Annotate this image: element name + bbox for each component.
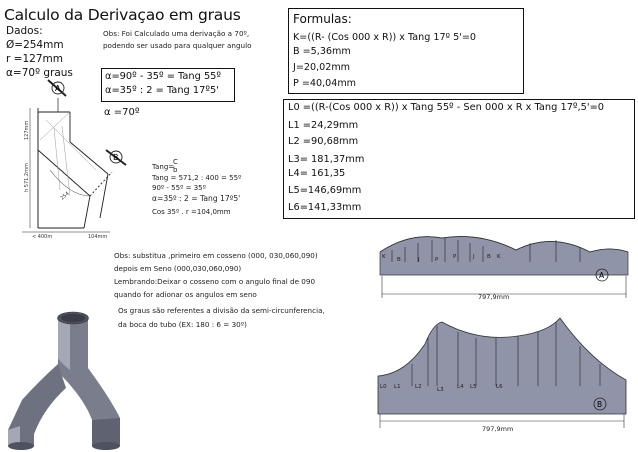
obs-bottom-line: Obs: substitua ,primeiro em cosseno (000, 030,060,090) xyxy=(114,251,318,260)
formula-line-b: B =5,36mm xyxy=(293,46,351,57)
pipe-technical-drawing xyxy=(22,80,126,232)
dim-diagonal: 254 xyxy=(59,190,71,202)
template-a xyxy=(380,237,628,299)
formula-line-p: P =40,04mm xyxy=(293,78,357,89)
obs-top-line: Obs: Foi Calculado uma derivação a 70º, xyxy=(103,29,250,38)
tang-line: α=35º : 2 = Tang 17º5' xyxy=(152,194,241,203)
tang-line: Tang = 571,2 : 400 = 55º xyxy=(152,174,242,182)
template-b xyxy=(378,318,626,428)
alpha-line-1: α=90º - 35º = Tang 55º xyxy=(105,71,222,82)
template-a-label: J xyxy=(473,254,475,260)
template-b-width: 797,9mm xyxy=(482,425,514,433)
template-a-width: 797,9mm xyxy=(478,293,510,301)
dados-radius: r =127mm xyxy=(6,53,63,65)
template-a-label: B xyxy=(487,254,491,260)
dados-diameter: Ø=254mm xyxy=(6,39,64,51)
template-b-marker: B xyxy=(597,400,603,409)
tang-denominator: b xyxy=(173,166,178,174)
formula-line-j: J=20,02mm xyxy=(293,62,351,73)
formulas-heading: Formulas: xyxy=(293,12,352,26)
l-value: L5=146,69mm xyxy=(288,185,362,196)
template-a-label: P xyxy=(453,254,457,260)
y-branch-pipe-render xyxy=(8,312,120,450)
template-b-label: L6 xyxy=(496,384,503,390)
template-b-label: L4 xyxy=(457,384,464,390)
template-a-label: B xyxy=(397,257,401,263)
obs-top-line: podendo ser usado para qualquer angulo xyxy=(103,41,252,50)
dim-horizontal-2: 104mm xyxy=(88,234,108,240)
dim-vertical-1: 127mm xyxy=(24,120,30,140)
marker-b-label: B xyxy=(113,153,119,162)
l-value: L1 =24,29mm xyxy=(288,120,359,131)
formula-line-k: K=((R- (Cos 000 x R)) x Tang 17º 5'=0 xyxy=(293,32,477,43)
marker-a-label: A xyxy=(55,84,61,93)
alpha-70-label: α =70º xyxy=(104,107,140,118)
dados-alpha: α=70º graus xyxy=(6,67,73,79)
l-value: L6=141,33mm xyxy=(288,202,362,213)
template-b-label: L2 xyxy=(415,384,422,390)
l0-formula: L0 =((R-(Cos 000 x R)) x Tang 55º - Sen 000 x R x Tang 17º,5'=0 xyxy=(288,102,605,113)
alpha-line-2: α=35º : 2 = Tang 17º5' xyxy=(105,85,219,96)
template-a-marker: A xyxy=(599,271,605,280)
tang-label: Tang= xyxy=(152,163,175,171)
tang-numerator: C xyxy=(173,158,178,166)
template-b-label: L5 xyxy=(470,384,477,390)
obs-bottom-line: da boca do tubo (EX: 180 : 6 = 30º) xyxy=(118,320,247,329)
tang-line: 90º - 55º = 35º xyxy=(152,184,206,192)
template-b-label: L1 xyxy=(394,384,401,390)
dados-heading: Dados: xyxy=(6,25,43,37)
template-a-label: J xyxy=(418,257,420,263)
obs-bottom-line: Os graus são referentes a divisão da semi-circunferencia, xyxy=(118,306,325,315)
template-b-label: L3 xyxy=(437,387,444,393)
dim-vertical-2: h 571.2mm xyxy=(24,163,30,192)
obs-bottom-line: Lembrando:Deixar o cosseno com o angulo final de 090 xyxy=(114,277,316,286)
l-value: L2 =90,68mm xyxy=(288,136,359,147)
tang-line: Cos 35º . r =104,0mm xyxy=(152,208,231,216)
template-a-label: K xyxy=(382,254,386,260)
l-value: L3= 181,37mm xyxy=(288,154,365,165)
template-a-label: P xyxy=(435,257,439,263)
obs-bottom-line: quando for adionar os angulos em seno xyxy=(114,290,257,299)
template-b-label: L0 xyxy=(380,384,387,390)
template-a-label: K xyxy=(497,254,501,260)
obs-bottom-line: depois em Seno (000,030,060,090) xyxy=(114,264,242,273)
page-title: Calculo da Derivaçao em graus xyxy=(4,6,241,24)
l-value: L4= 161,35 xyxy=(288,168,346,179)
dim-horizontal: < 400m xyxy=(32,234,53,240)
